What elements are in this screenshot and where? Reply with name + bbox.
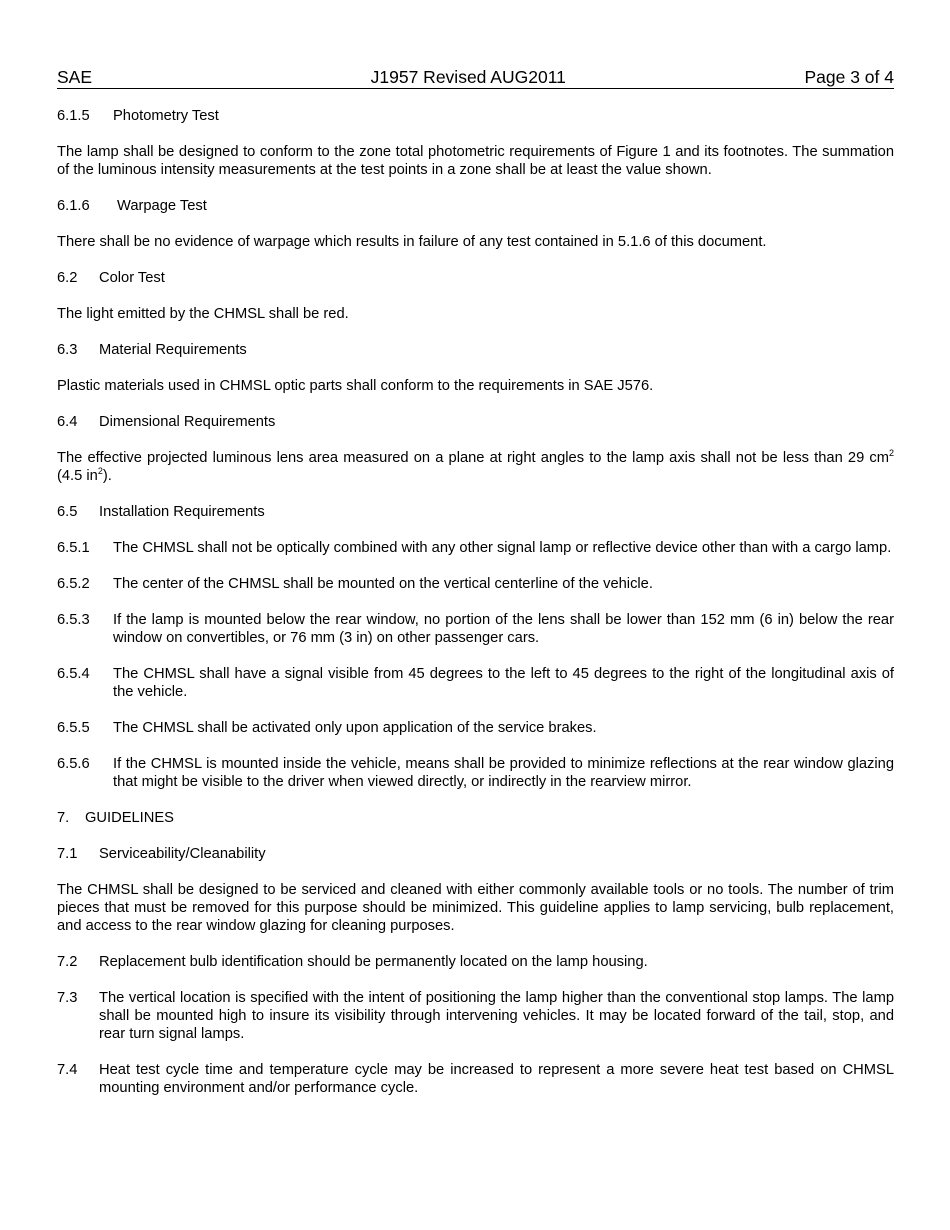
section-number: 7.1	[57, 846, 78, 862]
list-item	[57, 755, 894, 791]
header-doc-id: J1957 Revised AUG2011	[370, 67, 566, 87]
item-text: The CHMSL shall have a signal visible from 45 degrees to the left to 45 degrees to the right of the longitudinal axis of the vehicle.	[113, 666, 894, 700]
section-title: Color Test	[99, 270, 165, 286]
section-number: 6.1.5	[57, 108, 90, 124]
section-title: Serviceability/Cleanability	[99, 846, 266, 862]
section-title: Installation Requirements	[99, 504, 265, 520]
list-item	[57, 665, 894, 701]
section-title: Material Requirements	[99, 342, 247, 358]
header-org: SAE	[57, 67, 93, 87]
list-item	[57, 953, 894, 971]
section-title: Photometry Test	[113, 108, 219, 124]
paragraph-text: (4.5 in	[57, 468, 98, 484]
section-heading-7	[57, 809, 894, 827]
section-heading-6-5	[57, 503, 894, 521]
list-item	[57, 539, 894, 557]
list-item	[57, 989, 894, 1043]
item-text: The center of the CHMSL shall be mounted on the vertical centerline of the vehicle.	[113, 576, 653, 592]
section-number: 6.3	[57, 342, 78, 358]
section-paragraph: The CHMSL shall be designed to be serviced and cleaned with either commonly available tools or no tools. The number of trim pieces that must be removed for this purpose should be minimized. This guideline applies to lamp servicing, bulb replacement, and access to the rear window glazing for cleaning purposes.	[57, 882, 894, 934]
section-paragraph: The light emitted by the CHMSL shall be red.	[57, 306, 349, 322]
item-text: The CHMSL shall not be optically combined with any other signal lamp or reflective device other than with a cargo lamp.	[113, 540, 892, 556]
section-title: Dimensional Requirements	[99, 414, 276, 430]
section-title: GUIDELINES	[85, 810, 174, 826]
section-heading-7-1	[57, 845, 894, 863]
section-heading-6-2	[57, 269, 894, 287]
document-body	[57, 107, 894, 1097]
list-item	[57, 575, 894, 593]
item-number: 6.5.1	[57, 540, 90, 556]
section-title: Warpage Test	[117, 198, 207, 214]
page-header	[57, 66, 894, 89]
section-paragraph	[57, 449, 894, 485]
list-item	[57, 1061, 894, 1097]
item-number: 7.2	[57, 954, 78, 970]
section-heading-6-3	[57, 341, 894, 359]
item-number: 6.5.2	[57, 576, 90, 592]
paragraph-text: ).	[102, 468, 112, 484]
item-text: The vertical location is specified with the intent of positioning the lamp higher than the conventional stop lamps. The lamp shall be mounted high to insure its visibility through intervening vehicles. It may be located forward of the tail, stop, and rear turn signal lamps.	[99, 990, 894, 1042]
section-number: 6.5	[57, 504, 78, 520]
item-number: 7.4	[57, 1062, 78, 1078]
section-paragraph: Plastic materials used in CHMSL optic parts shall conform to the requirements in SAE J576.	[57, 378, 654, 394]
item-number: 6.5.3	[57, 612, 90, 628]
superscript: 2	[97, 466, 103, 476]
paragraph-text: The effective projected luminous lens area measured on a plane at right angles to the lamp axis shall not be less than 29 cm	[57, 450, 889, 466]
item-text: Replacement bulb identification should be permanently located on the lamp housing.	[99, 954, 648, 970]
section-paragraph: There shall be no evidence of warpage which results in failure of any test contained in 5.1.6 of this document.	[57, 234, 767, 250]
item-text: If the lamp is mounted below the rear window, no portion of the lens shall be lower than 152 mm (6 in) below the rear window on convertibles, or 76 mm (3 in) on other passenger cars.	[113, 612, 894, 646]
list-item	[57, 719, 894, 737]
item-text: The CHMSL shall be activated only upon application of the service brakes.	[113, 720, 597, 736]
list-item	[57, 611, 894, 647]
section-number: 7.	[57, 810, 70, 826]
item-number: 6.5.4	[57, 666, 90, 682]
section-number: 6.2	[57, 270, 78, 286]
item-number: 6.5.5	[57, 720, 90, 736]
item-text: Heat test cycle time and temperature cycle may be increased to represent a more severe heat test based on CHMSL mounting environment and/or performance cycle.	[99, 1062, 894, 1096]
section-heading-6-1-5	[57, 107, 894, 125]
document-page	[57, 66, 894, 1115]
header-page-number: Page 3 of 4	[804, 67, 894, 87]
section-number: 6.1.6	[57, 198, 90, 214]
item-number: 6.5.6	[57, 756, 90, 772]
section-heading-6-4	[57, 413, 894, 431]
section-paragraph: The lamp shall be designed to conform to the zone total photometric requirements of Figure 1 and its footnotes. The summation of the luminous intensity measurements at the test points in a zone shall be at least the value shown.	[57, 144, 894, 178]
section-heading-6-1-6	[57, 197, 894, 215]
superscript: 2	[888, 448, 894, 458]
item-text: If the CHMSL is mounted inside the vehicle, means shall be provided to minimize reflections at the rear window glazing that might be visible to the driver when viewed directly, or indirectly in the rearview mirror.	[113, 756, 894, 790]
section-number: 6.4	[57, 414, 78, 430]
item-number: 7.3	[57, 990, 78, 1006]
